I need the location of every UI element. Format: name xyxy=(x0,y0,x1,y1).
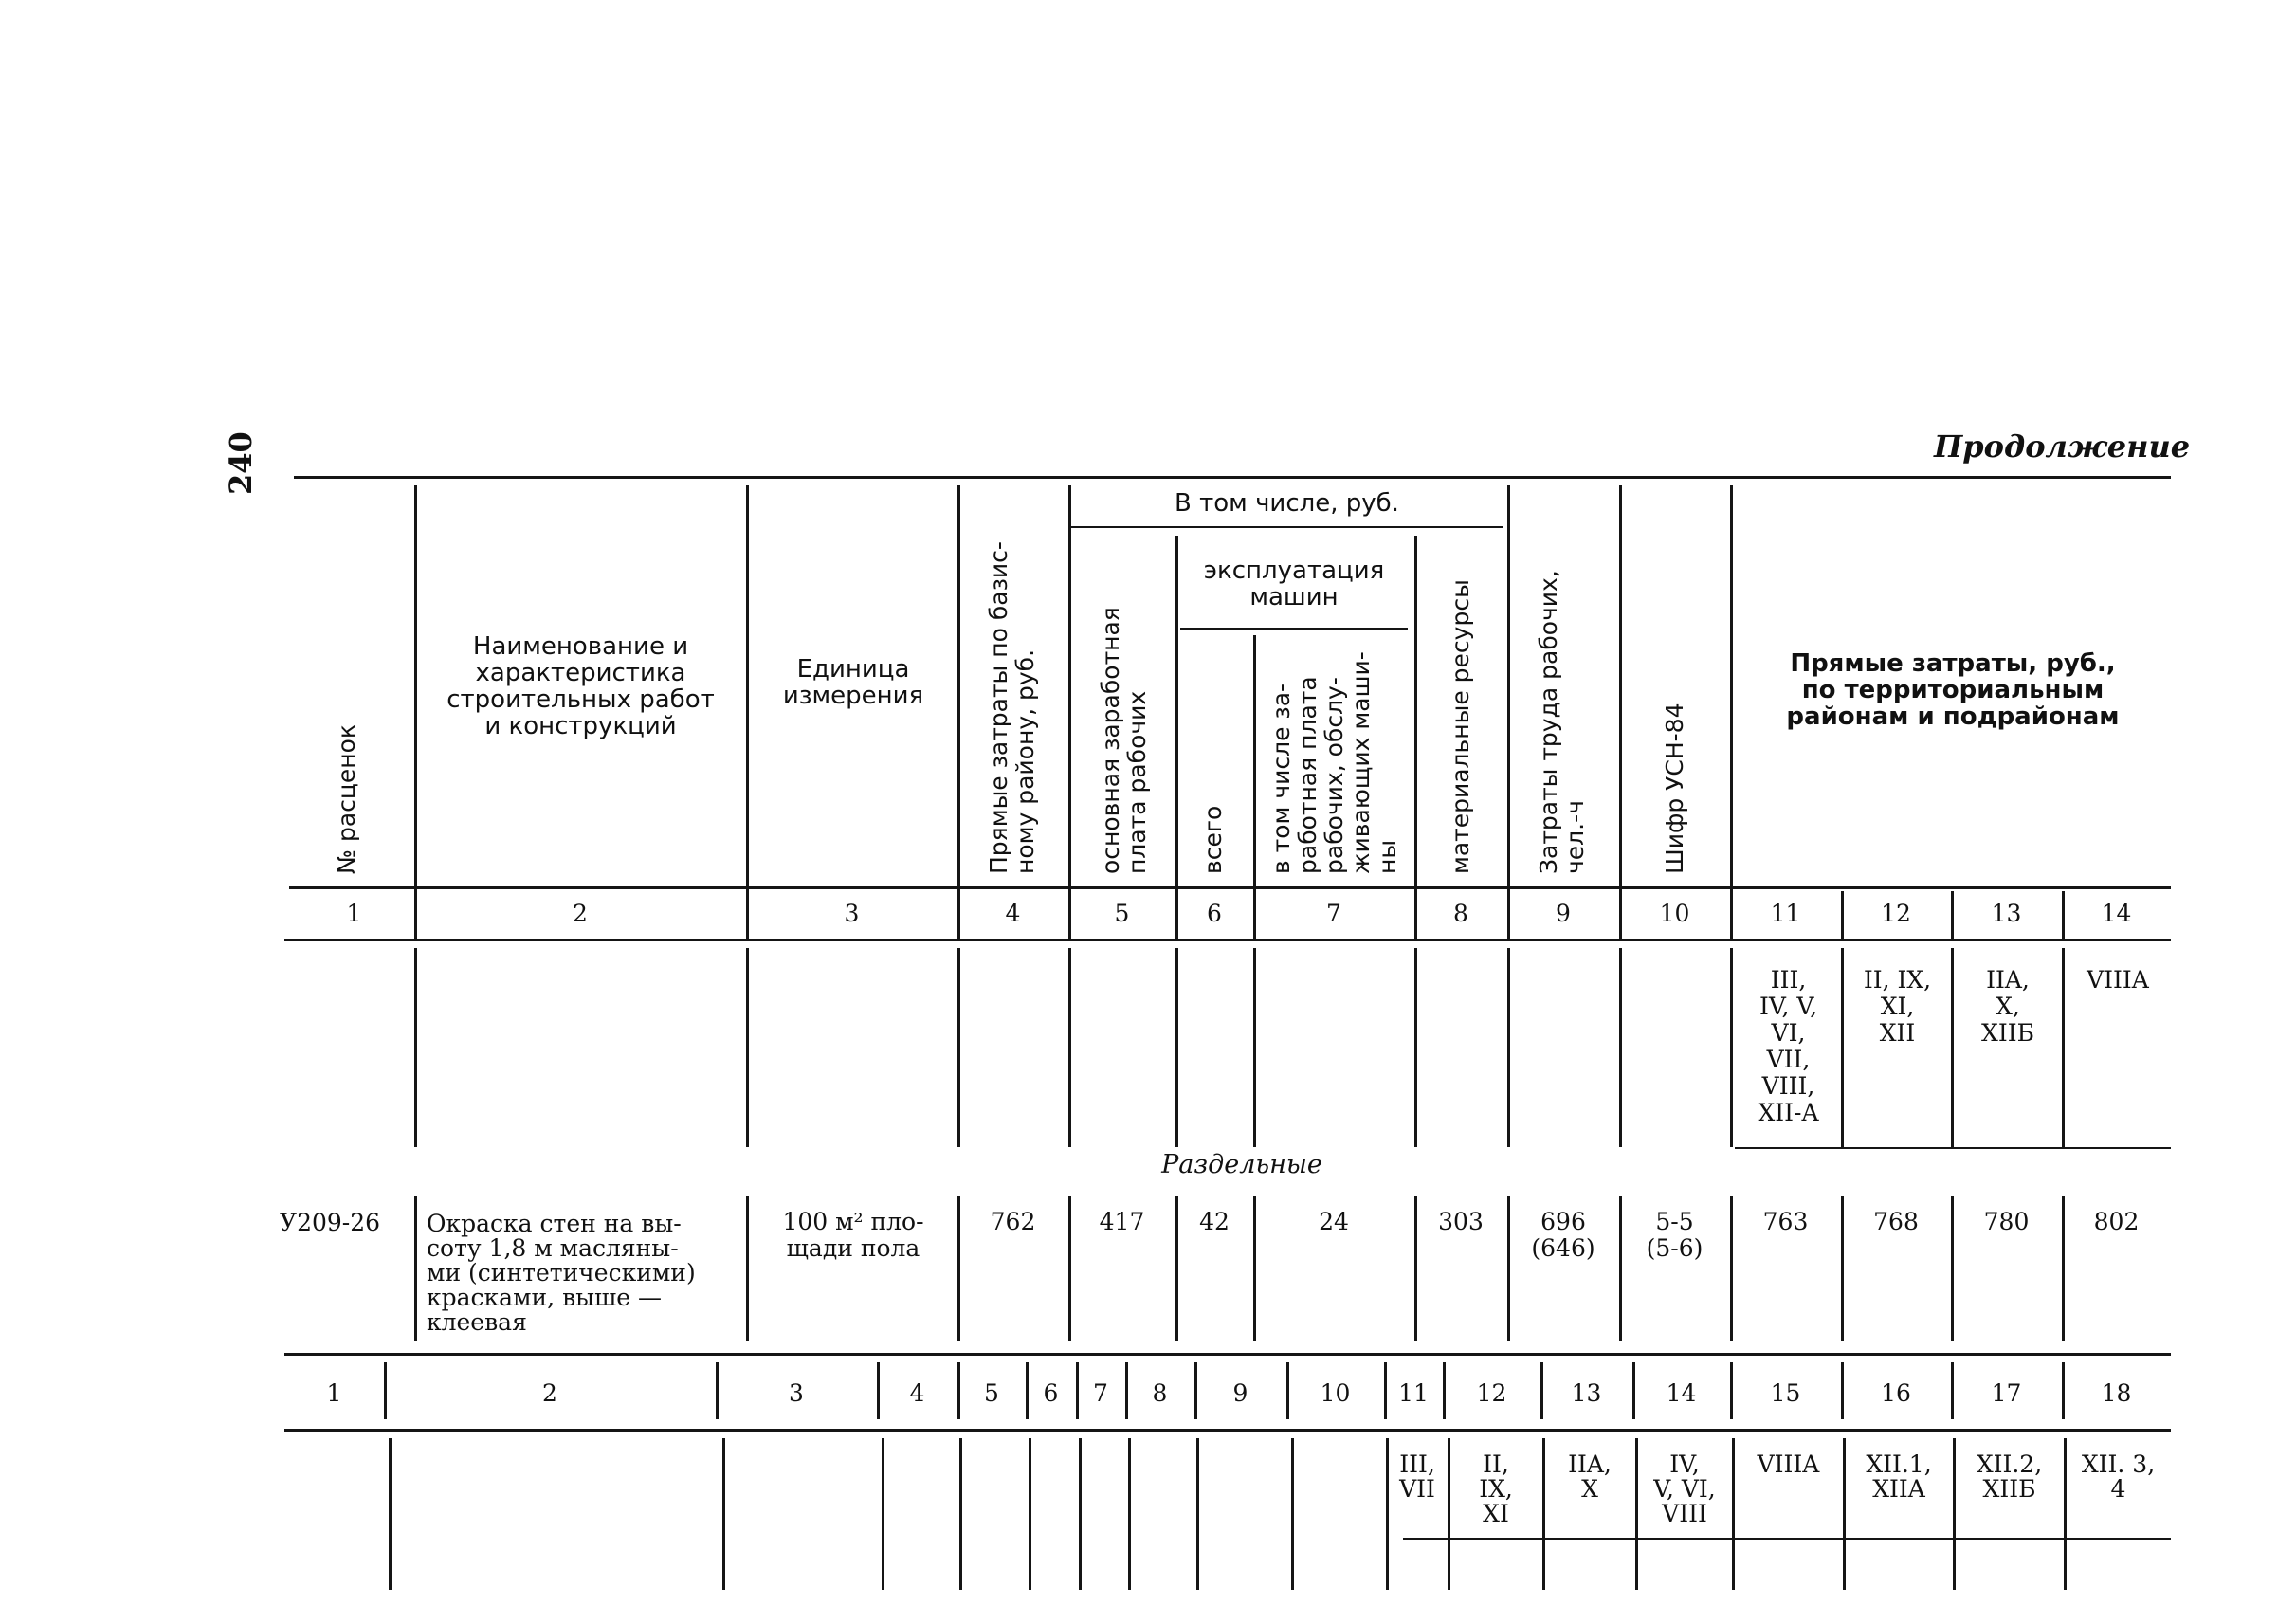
divider xyxy=(722,1438,725,1590)
divider xyxy=(1414,536,1417,939)
region-code: II, IX, XI, XII xyxy=(1863,966,1932,1047)
divider xyxy=(1175,948,1178,1147)
lower-column-number: 7 xyxy=(1093,1379,1108,1407)
region-value: 802 xyxy=(2093,1208,2140,1235)
divider xyxy=(1291,1438,1294,1590)
usn-code: 5-5 (5-6) xyxy=(1646,1208,1704,1262)
lower-region-code: VIIIA xyxy=(1757,1451,1820,1478)
lower-column-number: 10 xyxy=(1320,1379,1351,1407)
divider xyxy=(957,948,960,1147)
upper-table-bottom-rule xyxy=(284,1353,2171,1356)
divider xyxy=(414,1196,417,1341)
header-col8: материальные ресурсы xyxy=(1447,579,1474,874)
header-group: В том числе, руб. xyxy=(1175,489,1399,518)
lower-column-number: 3 xyxy=(789,1379,804,1407)
lower-column-number: 1 xyxy=(326,1379,342,1407)
divider xyxy=(1414,948,1417,1147)
wages: 417 xyxy=(1099,1208,1145,1235)
page-number: 240 xyxy=(223,431,259,495)
unit: 100 м² пло- щади пола xyxy=(782,1208,924,1262)
header-col6: всего xyxy=(1199,805,1227,874)
header-regions: Прямые затраты, руб., по территориальным районам и подрайонам xyxy=(1786,649,2120,731)
header-col7: в том числе за- работная плата рабочих, обслу- живающих маши- ны xyxy=(1267,651,1401,874)
divider xyxy=(414,485,417,939)
lower-column-number: 12 xyxy=(1476,1379,1507,1407)
lower-region-code: II, IX, XI xyxy=(1479,1451,1513,1527)
lower-column-number: 8 xyxy=(1152,1379,1168,1407)
divider xyxy=(1253,635,1256,939)
machines-rule xyxy=(1180,628,1408,630)
column-number: 6 xyxy=(1207,900,1222,927)
lower-region-code: IV, V, VI, VIII xyxy=(1653,1451,1716,1527)
divider xyxy=(1507,485,1510,939)
lower-region-code: XII.2, XIIБ xyxy=(1976,1451,2043,1503)
region-code: IIA, X, XIIБ xyxy=(1981,966,2034,1047)
lower-region-code: III, VII xyxy=(1399,1451,1435,1503)
materials: 303 xyxy=(1438,1208,1484,1235)
lower-column-number: 2 xyxy=(542,1379,557,1407)
machines-total: 42 xyxy=(1199,1208,1230,1235)
column-number: 14 xyxy=(2101,900,2132,927)
work-name: Окраска стен на вы- соту 1,8 м масляны- ми (синтетическими) красками, выше — клеевая xyxy=(427,1210,696,1336)
lower-column-number: 5 xyxy=(984,1379,999,1407)
divider xyxy=(1253,948,1256,1147)
region-value: 763 xyxy=(1762,1208,1809,1235)
column-number: 3 xyxy=(844,900,860,927)
divider xyxy=(1619,948,1622,1147)
header-col1: № расценок xyxy=(333,723,360,874)
region-value: 780 xyxy=(1983,1208,2030,1235)
lower-column-number: 18 xyxy=(2101,1379,2132,1407)
header-machines: эксплуатация машин xyxy=(1203,557,1385,611)
continuation-label: Продолжение xyxy=(1934,429,2191,465)
header-col2: Наименование и характеристика строительных работ и конструкций xyxy=(446,632,715,740)
column-number: 8 xyxy=(1453,900,1468,927)
divider xyxy=(746,948,749,1147)
divider xyxy=(1730,485,1733,939)
rate-code: У209-26 xyxy=(280,1209,381,1236)
lower-region-code: XII.1, XIIA xyxy=(1866,1451,1932,1503)
lower-region-code: XII. 3, 4 xyxy=(2081,1451,2156,1503)
header-col3: Единица измерения xyxy=(782,655,924,710)
lower-colnum-bottom-rule xyxy=(284,1429,2171,1432)
divider xyxy=(1079,1438,1082,1590)
lower-column-number: 11 xyxy=(1398,1379,1429,1407)
divider xyxy=(389,1438,392,1590)
column-number: 11 xyxy=(1770,900,1801,927)
divider xyxy=(1507,948,1510,1147)
region-value: 768 xyxy=(1873,1208,1919,1235)
column-number: 7 xyxy=(1326,900,1341,927)
header-col4: Прямые затраты по базис- ному району, руб. xyxy=(985,541,1039,874)
lower-column-number: 15 xyxy=(1770,1379,1801,1407)
divider xyxy=(1128,1438,1131,1590)
lower-column-number: 6 xyxy=(1043,1379,1059,1407)
lower-column-number: 9 xyxy=(1232,1379,1248,1407)
group-rule xyxy=(1071,526,1503,528)
header-col9: Затраты труда рабочих, чел.-ч xyxy=(1535,570,1589,874)
column-number: 4 xyxy=(1005,900,1021,927)
divider xyxy=(1029,1438,1031,1590)
header-col10: Шифр УСН-84 xyxy=(1661,703,1688,874)
column-number: 12 xyxy=(1881,900,1911,927)
lower-column-number: 4 xyxy=(909,1379,925,1407)
divider xyxy=(414,948,417,1147)
column-number: 5 xyxy=(1114,900,1130,927)
lower-column-number: 17 xyxy=(1991,1379,2022,1407)
labor-hours: 696 (646) xyxy=(1531,1208,1595,1262)
column-number: 9 xyxy=(1556,900,1571,927)
column-number: 1 xyxy=(346,900,362,927)
divider xyxy=(957,485,960,939)
column-number: 10 xyxy=(1659,900,1690,927)
header-col5: основная заработная плата рабочих xyxy=(1097,607,1151,874)
divider xyxy=(1068,948,1071,1147)
top-rule xyxy=(294,476,2171,479)
section-title: Раздельные xyxy=(1161,1150,1322,1179)
divider xyxy=(1175,536,1178,939)
lower-column-number: 16 xyxy=(1881,1379,1911,1407)
direct-cost: 762 xyxy=(990,1208,1036,1235)
region-code: VIIIA xyxy=(2087,966,2149,994)
lower-region-code: IIA, X xyxy=(1568,1451,1612,1503)
column-number: 13 xyxy=(1991,900,2022,927)
lower-column-number: 14 xyxy=(1666,1379,1697,1407)
header-bottom-rule xyxy=(289,886,2171,889)
region-code: III, IV, V, VI, VII, VIII, XII-A xyxy=(1758,966,1819,1126)
divider xyxy=(1068,485,1071,939)
divider xyxy=(1619,485,1622,939)
colnum-bottom-rule xyxy=(284,939,2171,941)
region-code-rule xyxy=(1735,1147,2171,1149)
divider xyxy=(1196,1438,1199,1590)
lower-column-number: 13 xyxy=(1571,1379,1602,1407)
column-number: 2 xyxy=(573,900,588,927)
machines-wages: 24 xyxy=(1319,1208,1349,1235)
divider xyxy=(959,1438,962,1590)
lower-region-code-rule xyxy=(1403,1538,2171,1540)
divider xyxy=(746,485,749,939)
divider xyxy=(882,1438,884,1590)
